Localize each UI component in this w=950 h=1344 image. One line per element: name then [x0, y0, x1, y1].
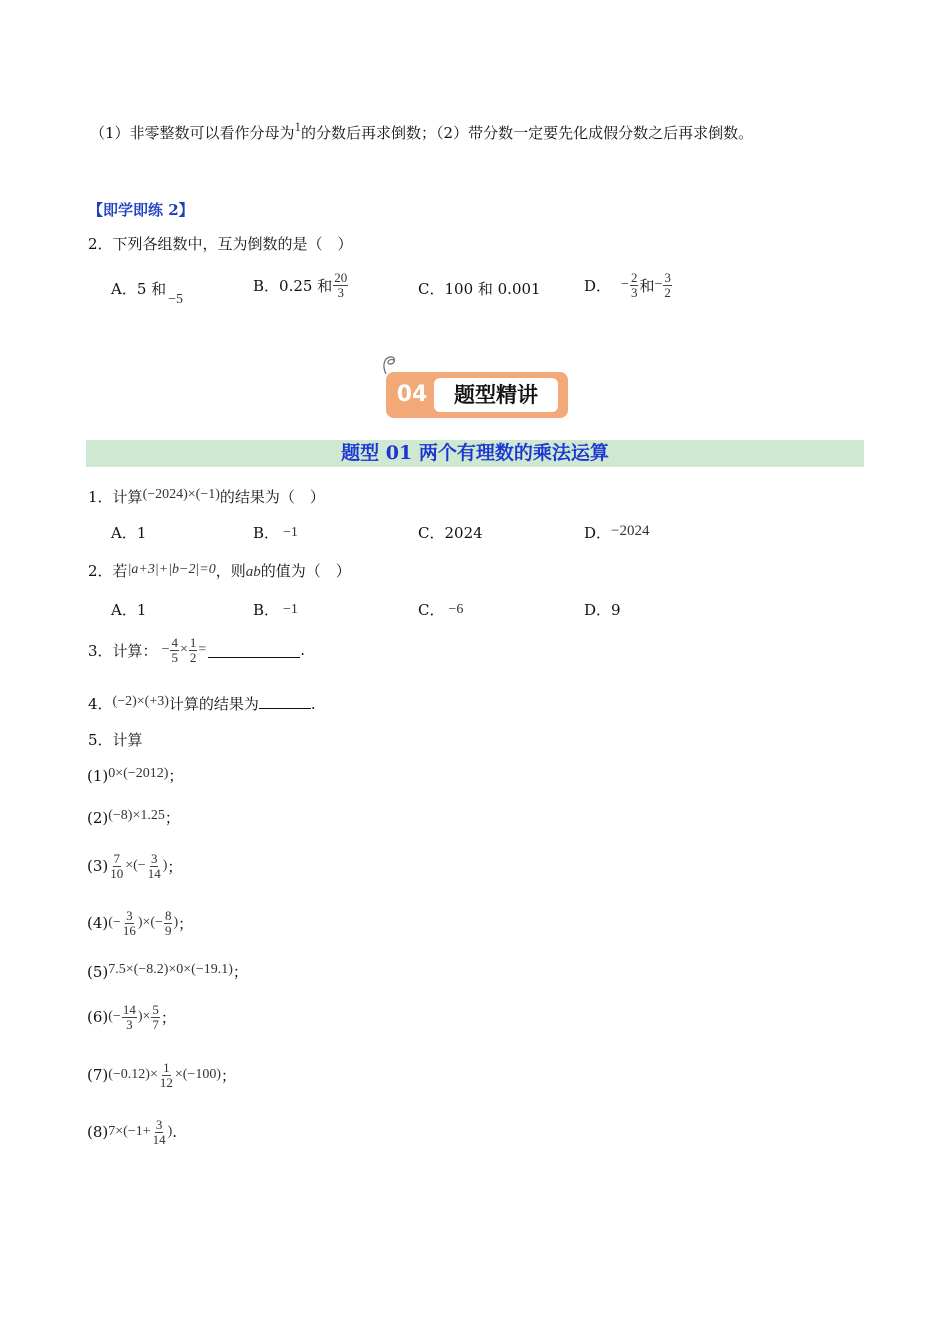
question-2-option-a: A．1: [111, 601, 147, 619]
note-line: [90, 119, 754, 143]
fraction-numerator: 1: [163, 1059, 170, 1075]
question-5-item-7: [87, 1053, 236, 1097]
item-open: (−: [108, 915, 121, 930]
option-d-label: D．: [584, 524, 612, 542]
item-mid: ×(−: [125, 858, 146, 873]
question-5-item-8: [87, 1110, 177, 1154]
item-end: .: [172, 1123, 178, 1141]
section-badge: [386, 372, 568, 418]
fraction-numerator: 4: [171, 634, 178, 650]
question-5-item-3: [87, 844, 182, 888]
item-math: 7.5×(−8.2)×0×(−19.1): [108, 962, 233, 977]
item-label: (7): [87, 1066, 109, 1084]
question-1-option-c: C．2024: [418, 524, 483, 542]
question-2-post: 的值为（ ）: [260, 562, 351, 580]
fraction-numerator: 3: [126, 907, 133, 923]
question-2-pre: 若: [112, 562, 128, 580]
item-end: ；: [164, 809, 180, 827]
fraction-denominator: 2: [664, 284, 671, 300]
question-3-minus: −: [161, 642, 170, 657]
note-part1: （1）非零整数可以看作分母为: [90, 124, 295, 142]
fraction-denominator: 2: [189, 649, 197, 665]
item-label: (3): [87, 857, 109, 875]
item-post: ×(−100): [174, 1067, 221, 1082]
question-5-item-5: [87, 961, 248, 982]
fraction-denominator: 10: [110, 865, 124, 881]
question-2-option-c: [418, 599, 463, 620]
answer-blank[interactable]: [259, 694, 311, 709]
option-d-minus2: −: [654, 277, 663, 292]
question-4-post: 计算的结果为: [168, 695, 259, 713]
option-d-fraction1: [630, 271, 639, 300]
practice-tag: 【即学即练 2】: [88, 201, 194, 219]
practice-option-c: C．100 和 0.001: [418, 280, 541, 298]
item-math: 0×(−2012): [108, 766, 169, 781]
fraction-denominator: 14: [147, 865, 161, 881]
fraction-denominator: 16: [122, 922, 136, 938]
question-1-option-a: A．1: [111, 524, 147, 542]
section-badge-label: 题型精讲: [434, 378, 558, 412]
option-d-math: −2024: [611, 523, 650, 539]
question-5-number: 5．: [88, 731, 113, 749]
question-1-post: 的结果为（ ）: [219, 488, 325, 506]
question-3-fraction1: [170, 636, 179, 665]
item-fraction2: [147, 852, 162, 881]
question-4-math: (−2)×(+3): [112, 694, 169, 709]
option-d-fraction2: [663, 271, 672, 300]
question-2-var: ab: [245, 564, 261, 580]
question-3-pre: 计算：: [112, 641, 158, 660]
fraction-denominator: 9: [164, 922, 172, 938]
item-fraction2: [164, 909, 173, 938]
fraction-denominator: 12: [159, 1074, 173, 1090]
fraction-denominator: 5: [171, 649, 178, 665]
option-b-math: −1: [283, 602, 298, 617]
practice-option-b: [253, 263, 349, 307]
fraction-denominator: 14: [152, 1131, 166, 1147]
fraction-denominator: 7: [152, 1016, 159, 1032]
option-b-label: B．: [253, 601, 280, 619]
item-label: (1): [87, 767, 109, 785]
fraction-numerator: 2: [630, 269, 638, 285]
fraction-numerator: 7: [113, 850, 120, 866]
item-close: ): [167, 1124, 173, 1139]
practice-question-text: 下列各组数中，互为倒数的是（ ）: [112, 235, 353, 253]
question-1-math: (−2024)×(−1): [142, 487, 220, 502]
practice-option-d: [584, 263, 673, 307]
item-close: ): [162, 858, 168, 873]
item-fraction: [159, 1061, 174, 1090]
item-fraction1: [122, 909, 137, 938]
fraction-denominator: 3: [630, 284, 638, 300]
item-close: ): [173, 915, 179, 930]
question-5: [88, 729, 143, 750]
item-open: (−: [108, 1009, 121, 1024]
option-d-minus1: −: [621, 277, 629, 292]
option-d-label: D．: [584, 276, 612, 295]
fraction-numerator: 20: [334, 269, 348, 285]
item-pre: 7×(−1+: [108, 1124, 151, 1139]
practice-question: [88, 233, 353, 254]
question-5-item-2: [87, 807, 180, 828]
note-one: 1: [294, 119, 302, 134]
item-end: ；: [167, 857, 183, 876]
item-end: ；: [221, 1066, 237, 1085]
fraction-numerator: 1: [189, 634, 197, 650]
item-label: (2): [87, 809, 109, 827]
fraction-numerator: 8: [164, 907, 172, 923]
question-3: [88, 628, 305, 672]
option-d-and: 和: [639, 276, 655, 295]
question-2-math: |a+3|+|b−2|=0: [127, 562, 216, 577]
item-fraction1: [122, 1003, 137, 1032]
item-pre: (−0.12)×: [108, 1067, 158, 1082]
fraction-denominator: 3: [337, 284, 344, 300]
practice-option-a: [111, 278, 184, 307]
item-label: (6): [87, 1008, 109, 1026]
question-1-number: 1．: [88, 488, 113, 506]
option-c-math: −6: [448, 602, 464, 617]
question-3-fraction2: [189, 636, 198, 665]
item-mid: )×(−: [137, 915, 163, 930]
item-label: (4): [87, 914, 109, 932]
question-2-number: 2．: [88, 562, 113, 580]
practice-question-number: 2．: [88, 235, 113, 253]
note-part2: 的分数后再求倒数；（2）带分数一定要先化成假分数之后再求倒数。: [301, 124, 754, 142]
option-a-label: A．5 和: [111, 280, 167, 298]
item-label: (5): [87, 963, 109, 981]
option-b-math: −1: [283, 525, 298, 540]
answer-blank[interactable]: [208, 643, 300, 658]
fraction-denominator: 3: [126, 1016, 133, 1032]
option-b-label: B．: [253, 524, 280, 542]
option-b-fraction: [333, 271, 348, 300]
item-fraction1: [109, 852, 124, 881]
fraction-numerator: 3: [150, 850, 158, 866]
option-a-math: −5: [168, 292, 184, 307]
fraction-numerator: 5: [152, 1001, 159, 1017]
item-mid: )×: [137, 1009, 151, 1024]
question-2-mid: ，则: [215, 562, 246, 580]
item-end: ；: [178, 914, 194, 933]
item-end: ；: [160, 1008, 176, 1027]
question-5-item-1: [87, 765, 183, 786]
question-5-text: 计算: [112, 731, 143, 749]
section-badge-number: 04: [396, 382, 428, 407]
question-2-option-b: [253, 599, 298, 620]
question-4-end: .: [310, 695, 316, 713]
item-math: (−8)×1.25: [108, 808, 165, 823]
question-4-number: 4．: [88, 695, 113, 713]
question-5-item-6: [87, 995, 176, 1039]
fraction-numerator: 3: [155, 1116, 163, 1132]
question-3-number: 3．: [88, 641, 113, 660]
question-1-option-d: [584, 522, 650, 543]
question-2: [88, 560, 351, 581]
option-c-label: C．: [418, 601, 445, 619]
section-title: 题型 01 两个有理数的乘法运算: [341, 442, 609, 464]
item-end: ；: [168, 767, 184, 785]
item-label: (8): [87, 1123, 109, 1141]
question-3-end: .: [300, 641, 306, 659]
question-2-option-d: D．9: [584, 601, 621, 619]
item-end: ；: [232, 963, 248, 981]
fraction-numerator: 14: [122, 1001, 136, 1017]
item-fraction2: [151, 1003, 160, 1032]
question-1-pre: 计算: [112, 488, 143, 506]
question-4: [88, 693, 316, 714]
question-5-item-4: [87, 901, 193, 945]
option-b-label: B．0.25 和: [253, 276, 333, 295]
fraction-numerator: 3: [664, 269, 671, 285]
question-3-equals: =: [198, 642, 207, 657]
item-fraction: [152, 1118, 167, 1147]
question-1: [88, 486, 325, 507]
question-3-times: ×: [179, 642, 188, 657]
question-1-option-b: [253, 522, 298, 543]
